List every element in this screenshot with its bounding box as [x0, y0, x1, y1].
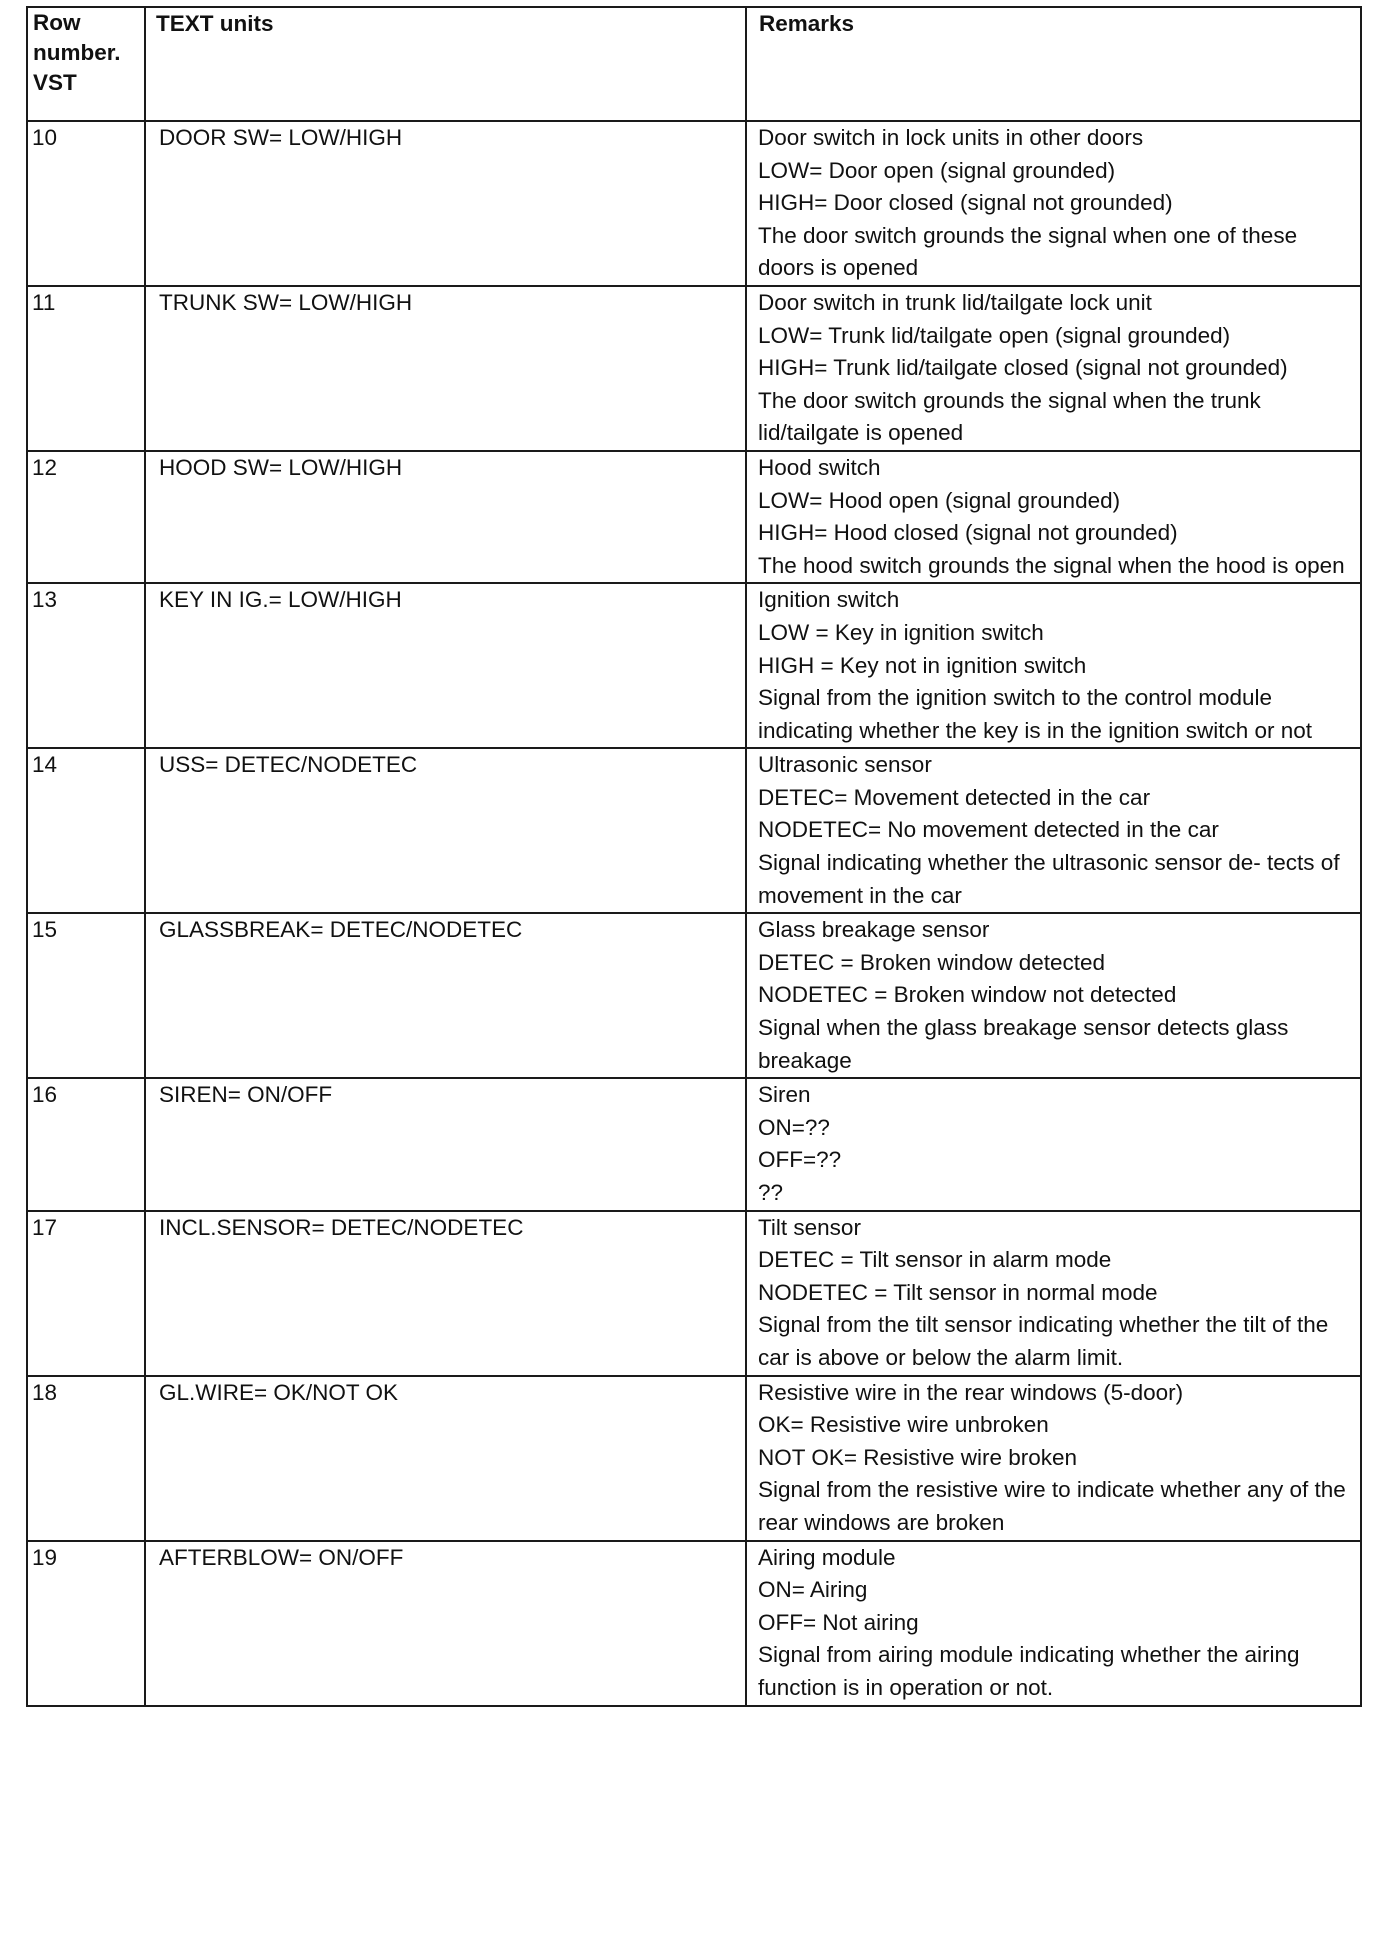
- table-row: [27, 913, 1361, 1078]
- header-text-units: TEXT units: [145, 7, 746, 121]
- text-units-cell: HOOD SW= LOW/HIGH: [145, 451, 746, 583]
- remark-line: LOW= Trunk lid/tailgate open (signal grounded): [758, 322, 1231, 348]
- table-row: [27, 1211, 1361, 1376]
- remark-line: NOT OK= Resistive wire broken: [758, 1444, 1078, 1470]
- remark-line: Signal when the glass breakage sensor detects glass breakage: [758, 1015, 1289, 1073]
- remark-line: Ultrasonic sensor: [758, 752, 932, 778]
- table-row: [27, 1078, 1361, 1210]
- remark-line: The door switch grounds the signal when one of these doors is opened: [758, 222, 1298, 281]
- row-number-cell: 18: [27, 1376, 145, 1541]
- table-row: [27, 121, 1361, 286]
- remark-line: Door switch in trunk lid/tailgate lock unit: [758, 289, 1152, 315]
- text-units-cell: USS= DETEC/NODETEC: [145, 748, 746, 913]
- header-row-number-line: VST: [33, 70, 77, 95]
- row-number-cell: 11: [27, 286, 145, 451]
- remark-line: LOW= Door open (signal grounded): [758, 157, 1116, 183]
- remark-line: OFF=??: [758, 1147, 842, 1173]
- remarks-cell: [746, 748, 1361, 913]
- remark-line: ??: [758, 1180, 784, 1205]
- remark-line: The door switch grounds the signal when the trunk lid/tailgate is opened: [758, 387, 1261, 446]
- remark-line: Signal from the resistive wire to indicate whether any of the rear windows are broken: [758, 1477, 1346, 1535]
- text-units-cell: DOOR SW= LOW/HIGH: [145, 121, 746, 286]
- remark-line: Resistive wire in the rear windows (5-door): [758, 1379, 1184, 1405]
- remark-line: HIGH= Trunk lid/tailgate closed (signal not grounded): [758, 355, 1288, 381]
- row-number-cell: 12: [27, 451, 145, 583]
- signal-table: [26, 6, 1362, 1707]
- remarks-cell: [746, 1541, 1361, 1706]
- row-number-cell: 13: [27, 583, 145, 748]
- remark-line: ON= Airing: [758, 1577, 868, 1603]
- remark-line: HIGH= Door closed (signal not grounded): [758, 190, 1173, 216]
- remarks-cell: [746, 1211, 1361, 1376]
- remark-line: Ignition switch: [758, 587, 900, 613]
- document-page: [26, 6, 1360, 1707]
- remark-line: LOW = Key in ignition switch: [758, 619, 1044, 645]
- remark-line: Door switch in lock units in other doors: [758, 125, 1144, 150]
- table-row: [27, 451, 1361, 583]
- header-row-number: [27, 7, 145, 121]
- remark-line: OK= Resistive wire unbroken: [758, 1412, 1049, 1438]
- remark-line: HIGH = Key not in ignition switch: [758, 652, 1087, 678]
- remark-line: NODETEC = Broken window not detected: [758, 982, 1177, 1008]
- header-row-number-line: Row: [33, 10, 81, 35]
- remarks-cell: [746, 451, 1361, 583]
- table-row: [27, 748, 1361, 913]
- remark-line: DETEC = Tilt sensor in alarm mode: [758, 1247, 1112, 1273]
- text-units-cell: AFTERBLOW= ON/OFF: [145, 1541, 746, 1706]
- remark-line: Glass breakage sensor: [758, 917, 990, 943]
- row-number-cell: 19: [27, 1541, 145, 1706]
- table-row: [27, 1376, 1361, 1541]
- remark-line: ON=??: [758, 1114, 830, 1140]
- remark-line: NODETEC = Tilt sensor in normal mode: [758, 1279, 1158, 1305]
- remarks-cell: [746, 286, 1361, 451]
- remark-line: LOW= Hood open (signal grounded): [758, 487, 1121, 513]
- remark-line: OFF= Not airing: [758, 1609, 919, 1635]
- remark-line: Signal indicating whether the ultrasonic sensor de- tects of movement in the car: [758, 850, 1340, 908]
- remark-line: Tilt sensor: [758, 1214, 861, 1240]
- row-number-cell: 15: [27, 913, 145, 1078]
- remark-line: Signal from the tilt sensor indicating whether the tilt of the car is above or below the alarm limit.: [758, 1312, 1329, 1370]
- table-row: [27, 286, 1361, 451]
- remark-line: DETEC = Broken window detected: [758, 949, 1106, 975]
- text-units-cell: TRUNK SW= LOW/HIGH: [145, 286, 746, 451]
- row-number-cell: 14: [27, 748, 145, 913]
- remark-line: Airing module: [758, 1544, 896, 1570]
- remark-line: Signal from airing module indicating whether the airing function is in operation or not.: [758, 1642, 1300, 1700]
- header-row: [27, 7, 1361, 121]
- text-units-cell: KEY IN IG.= LOW/HIGH: [145, 583, 746, 748]
- text-units-cell: GLASSBREAK= DETEC/NODETEC: [145, 913, 746, 1078]
- remark-line: HIGH= Hood closed (signal not grounded): [758, 520, 1178, 546]
- remark-line: DETEC= Movement detected in the car: [758, 784, 1151, 810]
- table-row: [27, 583, 1361, 748]
- remark-line: Signal from the ignition switch to the control module indicating whether the key is in the ignition switch or not: [758, 685, 1313, 743]
- remark-line: Siren: [758, 1082, 811, 1108]
- remarks-cell: [746, 1376, 1361, 1541]
- text-units-cell: SIREN= ON/OFF: [145, 1078, 746, 1210]
- text-units-cell: INCL.SENSOR= DETEC/NODETEC: [145, 1211, 746, 1376]
- remarks-cell: [746, 913, 1361, 1078]
- remarks-cell: [746, 121, 1361, 286]
- header-row-number-line: number.: [33, 40, 121, 65]
- remarks-cell: [746, 583, 1361, 748]
- text-units-cell: GL.WIRE= OK/NOT OK: [145, 1376, 746, 1541]
- remark-line: The hood switch grounds the signal when the hood is open: [758, 552, 1345, 578]
- row-number-cell: 16: [27, 1078, 145, 1210]
- row-number-cell: 10: [27, 121, 145, 286]
- row-number-cell: 17: [27, 1211, 145, 1376]
- remark-line: Hood switch: [758, 454, 881, 480]
- remarks-cell: [746, 1078, 1361, 1210]
- remark-line: NODETEC= No movement detected in the car: [758, 817, 1219, 843]
- table-row: [27, 1541, 1361, 1706]
- header-remarks: Remarks: [746, 7, 1361, 121]
